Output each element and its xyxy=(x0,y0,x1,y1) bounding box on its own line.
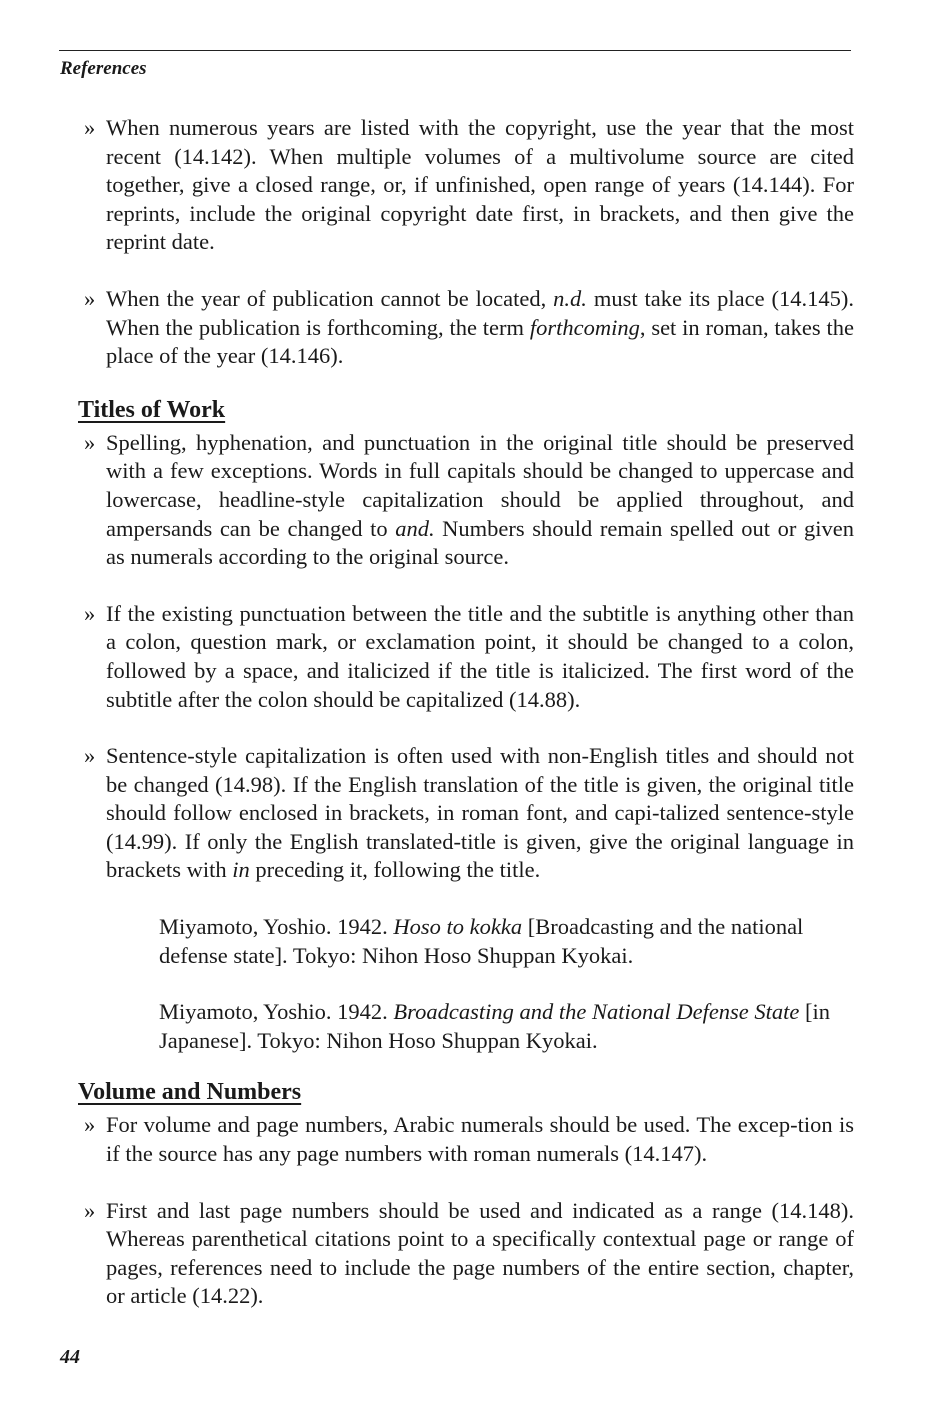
bullet-sentence-style xyxy=(84,742,854,885)
bullet-no-date xyxy=(84,285,854,371)
bullet-mark: » xyxy=(84,115,96,140)
paragraph-text: Numbers should remain spelled out or given as numerals according to the original source. xyxy=(106,515,854,570)
paragraph-text: Sentence-style capitalization is often used with non-English titles and should not be changed (14.98). If the English translation of the title is given, the original title should follow enclosed in brackets, in roman font, and capi-talized sentence-style (14.99). If only the English translated-title is given, give the original language in brackets with xyxy=(106,743,854,883)
bullet-copyright-years xyxy=(84,114,854,257)
italic-term: in xyxy=(232,857,250,883)
italic-term: and. xyxy=(395,515,435,541)
bullet-page-range xyxy=(84,1197,854,1311)
section-heading-volume: Volume and Numbers xyxy=(78,1079,302,1106)
reference-title: Broadcasting and the National Defense State xyxy=(393,999,800,1025)
reference-text: Miyamoto, Yoshio. 1942. xyxy=(159,999,394,1025)
italic-term: forthcoming xyxy=(529,314,640,340)
reference-text: [in Japanese]. Tokyo: Nihon Hoso Shuppan Kyokai. xyxy=(159,999,831,1053)
reference-title: Hoso to kokka xyxy=(393,914,523,940)
paragraph-text: must take its place (14.145). When the publication is forthcoming, the term xyxy=(106,285,854,340)
paragraph-text: preceding it, following the title. xyxy=(249,857,541,883)
bullet-mark: » xyxy=(84,285,96,311)
reference-example-1 xyxy=(159,913,839,970)
bullet-mark: » xyxy=(84,600,96,626)
bullet-subtitle-punctuation xyxy=(84,600,854,714)
paragraph-text: When numerous years are listed with the copyright, use the year that the most recent (14.142). When multiple volumes of a multivolume source are cited together, give a closed range, or, if unfinished, open range of years (14.144). For reprints, include the original copyright date first, in brackets, and then give the reprint date. xyxy=(106,115,854,255)
paragraph-text: When the year of publication cannot be located, xyxy=(106,285,554,311)
bullet-mark: » xyxy=(84,1197,96,1223)
paragraph-text: , set in roman, takes the place of the year (14.146). xyxy=(106,314,854,369)
header-rule xyxy=(59,50,851,51)
reference-text: [Broadcasting and the national defense state]. Tokyo: Nihon Hoso Shuppan Kyokai. xyxy=(159,914,804,968)
paragraph-text: For volume and page numbers, Arabic numerals should be used. The excep-tion is if the source has any page numbers with roman numerals (14.147). xyxy=(106,1112,854,1167)
section-heading-titles: Titles of Work xyxy=(78,396,226,423)
running-head: References xyxy=(60,58,147,79)
bullet-spelling xyxy=(84,429,854,572)
reference-example-2 xyxy=(159,998,839,1055)
bullet-mark: » xyxy=(84,1112,96,1138)
paragraph-text: First and last page numbers should be used and indicated as a range (14.148). Whereas parenthetical citations point to a specifically contextual page or range of pages, references need to include the page numbers of the entire section, chapter, or article (14.22). xyxy=(106,1197,854,1309)
reference-text: Miyamoto, Yoshio. 1942. xyxy=(159,914,394,940)
paragraph-text: Spelling, hyphenation, and punctuation in the original title should be preserved with a few exceptions. Words in full capitals should be changed to uppercase and lowercase, headline-style capitalization should be applied throughout, and ampersands can be changed to xyxy=(106,429,854,541)
page-body xyxy=(0,114,950,1311)
bullet-mark: » xyxy=(84,429,96,455)
bullet-mark: » xyxy=(84,743,96,769)
page-number: 44 xyxy=(60,1346,80,1368)
bullet-arabic-numerals xyxy=(84,1111,854,1168)
italic-term: n.d. xyxy=(553,285,587,311)
paragraph-text: If the existing punctuation between the title and the subtitle is anything other than a colon, question mark, or exclamation point, it should be changed to a colon, followed by a space, and italicized if the title is italicized. The first word of the subtitle after the colon should be capitalized (14.88). xyxy=(106,600,854,712)
